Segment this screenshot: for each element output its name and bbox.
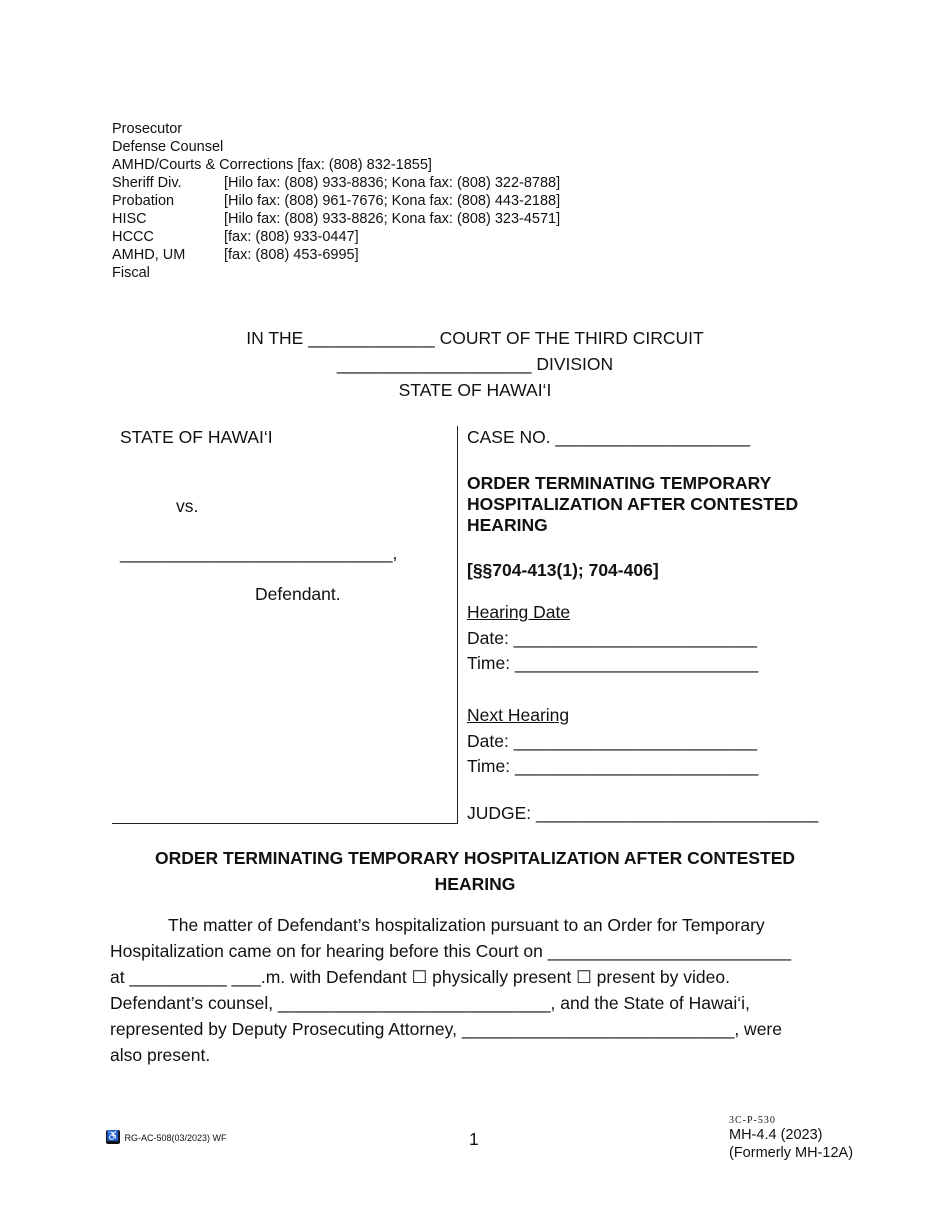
plaintiff-name: STATE OF HAWAI‘I — [120, 427, 273, 447]
distribution-fax: [fax: (808) 453-6995] — [224, 247, 359, 263]
next-hearing-date-field: Date: _________________________ — [467, 731, 758, 751]
distribution-label: Defense Counsel — [112, 139, 224, 155]
formerly-label: (Formerly MH-12A) — [729, 1145, 854, 1161]
order-title-line: ORDER TERMINATING TEMPORARY HOSPITALIZATION AFTER CONTESTED — [154, 848, 796, 868]
defendant-label: Defendant. — [255, 584, 341, 604]
order-body — [110, 912, 840, 1068]
distribution-row — [112, 228, 560, 246]
distribution-row — [112, 174, 560, 192]
distribution-row — [112, 246, 560, 264]
next-hearing-heading: Next Hearing — [467, 705, 570, 725]
statute-reference: [§§704-413(1); 704-406] — [467, 560, 659, 580]
distribution-label: Prosecutor — [112, 121, 183, 137]
distribution-row — [112, 138, 560, 156]
distribution-row — [112, 120, 560, 138]
body-line: Hospitalization came on for hearing before this Court on _________________________ — [110, 941, 792, 961]
division-line: ____________________ DIVISION — [336, 354, 614, 374]
caption-divider — [457, 426, 458, 824]
body-line: The matter of Defendant’s hospitalization pursuant to an Order for Temporary — [110, 915, 765, 935]
distribution-row — [112, 264, 560, 282]
body-line: represented by Deputy Prosecuting Attorney, ____________________________, were — [110, 1019, 782, 1039]
body-line: at __________ ___.m. with Defendant ☐ physically present ☐ present by video. — [110, 967, 730, 987]
state-line: STATE OF HAWAI‘I — [398, 380, 552, 400]
distribution-fax: [Hilo fax: (808) 933-8826; Kona fax: (808) 323-4571] — [224, 211, 561, 227]
distribution-label: AMHD, UM — [112, 247, 186, 263]
order-title — [0, 845, 950, 897]
defendant-name-blank: ____________________________, — [120, 543, 398, 563]
form-number: MH-4.4 (2023) — [729, 1127, 823, 1143]
body-line: also present. — [110, 1045, 211, 1065]
distribution-row — [112, 192, 560, 210]
case-number: CASE NO. ____________________ — [467, 427, 751, 447]
footer-right — [729, 1115, 853, 1162]
distribution-label: Fiscal — [112, 265, 150, 281]
caption-title-line: HOSPITALIZATION AFTER CONTESTED — [467, 494, 799, 514]
distribution-fax: [Hilo fax: (808) 961-7676; Kona fax: (808) 443-2188] — [224, 193, 561, 209]
distribution-label: HCCC — [112, 229, 154, 245]
caption-bottom-rule — [112, 823, 458, 824]
caption-title-line: HEARING — [467, 515, 548, 535]
rg-code: RG-AC-508(03/2023) WF — [124, 1133, 227, 1143]
distribution-row — [112, 156, 560, 174]
versus-label: vs. — [176, 496, 199, 516]
page-number: 1 — [469, 1129, 479, 1149]
distribution-label: AMHD/Courts & Corrections [fax: (808) 832-1855] — [112, 157, 432, 173]
caption-title-line: ORDER TERMINATING TEMPORARY — [467, 473, 772, 493]
caption-title — [467, 473, 798, 536]
judge-field: JUDGE: _____________________________ — [467, 803, 819, 823]
distribution-label: HISC — [112, 211, 147, 227]
distribution-fax: [Hilo fax: (808) 933-8836; Kona fax: (808) 322-8788] — [224, 175, 561, 191]
distribution-list — [112, 120, 560, 282]
form-code-small: 3C-P-530 — [729, 1115, 776, 1126]
distribution-fax: [fax: (808) 933-0447] — [224, 229, 359, 245]
distribution-label: Sheriff Div. — [112, 175, 182, 191]
hearing-date-field: Date: _________________________ — [467, 628, 758, 648]
body-line: Defendant’s counsel, ____________________________, and the State of Hawai‘i, — [110, 993, 750, 1013]
next-hearing-time-field: Time: _________________________ — [467, 756, 759, 776]
hearing-date-heading: Hearing Date — [467, 602, 571, 622]
footer-left — [106, 1128, 227, 1146]
distribution-label: Probation — [112, 193, 175, 209]
wheelchair-icon: ♿ — [106, 1130, 120, 1142]
order-title-line: HEARING — [434, 874, 516, 894]
distribution-row — [112, 210, 560, 228]
court-line: IN THE _____________ COURT OF THE THIRD CIRCUIT — [246, 328, 704, 348]
hearing-time-field: Time: _________________________ — [467, 653, 759, 673]
